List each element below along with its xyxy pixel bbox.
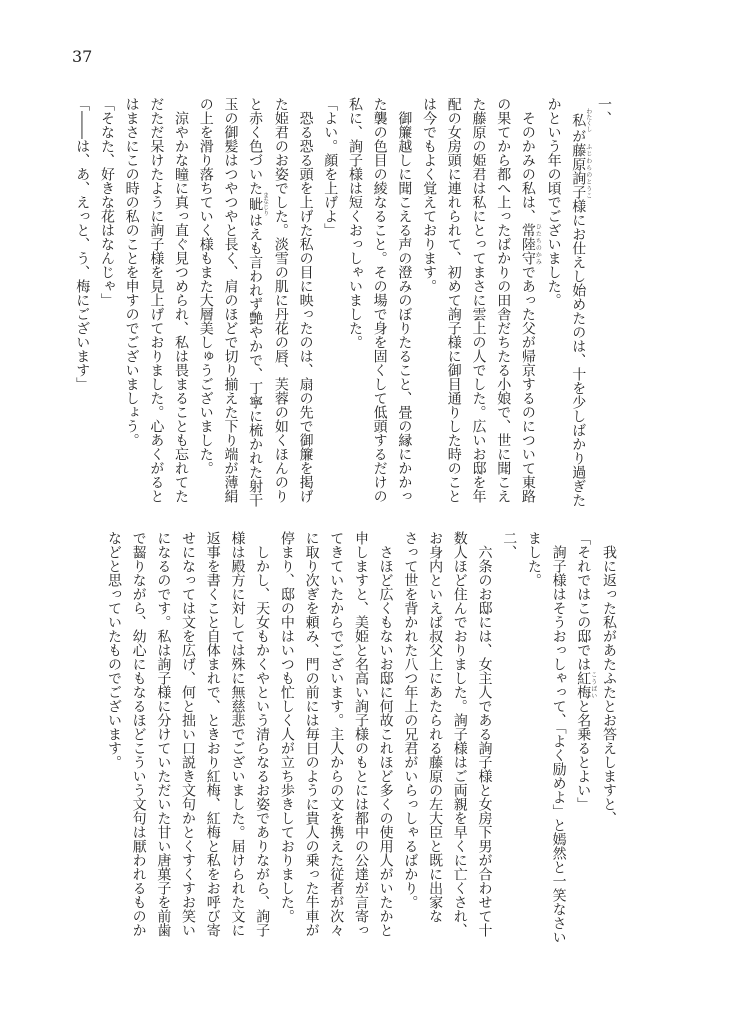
text-run: 返事を書くこと自体まれで、ときおり紅梅、紅梅と私をお呼び寄 [204, 531, 221, 937]
text-run: てきていたからでございます。主人からの文を携えた従者が次々 [328, 531, 345, 937]
text-line [441, 97, 466, 509]
text-run: 様にお仕えし始めたのは、十を少しばかり過ぎた [570, 199, 587, 507]
text-run: 停まり、邸の中はいつも忙しく人が立ち歩きしておりました。 [278, 531, 295, 923]
text-run: かという年の頃でございました。 [545, 97, 562, 307]
text-line [392, 97, 417, 509]
text-line [591, 97, 616, 509]
text-line [293, 97, 318, 509]
text-run: 六条のお邸には、女主人である詢子様と女房下男が合わせて十 [476, 531, 493, 937]
text-line [596, 531, 621, 943]
furigana: こうばい [589, 671, 597, 699]
text-run: 「それではこの邸では [575, 531, 592, 671]
text-line [94, 97, 119, 509]
text-line [218, 97, 243, 509]
text-line [101, 531, 126, 943]
text-line [521, 531, 546, 943]
ruby-base: 眦 [247, 192, 264, 216]
text-run: さって世を背かれた八つ年上の兄君がいらっしゃるばかり。 [402, 531, 419, 909]
text-line [490, 97, 515, 509]
text-line [566, 97, 592, 509]
section-two-text [101, 531, 621, 943]
furigana: ひたちのかみ [534, 223, 542, 265]
text-line [126, 531, 151, 943]
text-run: に取り次ぎを頼み、門の前には毎日のように貴人の乗った牛車が [303, 531, 320, 937]
text-run: 一、 [596, 97, 612, 125]
text-line [318, 97, 343, 509]
text-line [472, 531, 497, 943]
text-run: た藤原の姫君は私にとってまさに雲上の人でした。広いお邸を年 [470, 97, 487, 503]
text-line [268, 97, 293, 509]
text-run: 御簾越しに聞こえる声の澄みのぼりたること、畳の縁にかかっ [396, 97, 413, 503]
text-line [515, 97, 541, 509]
text-run: 詢子様はそうおっしゃって、「よく励めよ」と嫣然と一笑なさい [550, 531, 567, 944]
text-run: 配の女房頭に連れられて、初めて詢子様に御目通りした時のこと [445, 97, 462, 503]
text-run: お身内といえば叔父上にあたられる藤原の左大臣と既に出家な [427, 531, 444, 923]
text-run: 私に、詢子様は短くおっしゃいました。 [346, 97, 363, 349]
text-line [249, 531, 274, 943]
ruby-annotated-word [519, 223, 542, 265]
text-run: 様は殿方に対しては殊に無慈悲でございました。届けられた文に [229, 531, 246, 937]
furigana: まなじり [261, 192, 269, 216]
text-run: はえも言われず艶やかで、丁寧に梳かれた射干 [247, 213, 264, 507]
text-line [242, 97, 268, 509]
text-line [342, 97, 367, 509]
text-line [541, 97, 566, 509]
text-run: 「――は、あ、えっと、う、梅にございます」 [74, 97, 91, 391]
text-run: 「よい。顔を上げよ」 [322, 97, 339, 237]
text-line [422, 531, 447, 943]
text-line [571, 531, 597, 943]
text-run: 恐る恐る頭を上げた私の目に映ったのは、扇の先で御簾を掲げ [297, 97, 314, 503]
text-run: で齧りながら、幼心にもなるほどこういう文句は厭われるものか [130, 531, 147, 937]
text-run: などと思っていたものでございます。 [105, 531, 122, 769]
text-run: と名乗るとよい」 [575, 699, 592, 811]
text-run: た襲の色目の綾なること。その場で身を固くして低頭するだけの [371, 97, 388, 503]
text-line [225, 531, 250, 943]
text-run: は今でもよく覚えております。 [421, 97, 438, 293]
ruby-base: 私 [570, 108, 587, 132]
text-line [168, 97, 193, 509]
section-one-text [70, 97, 616, 509]
text-run: 玉の御髪はつやつやと長く、肩のほどで切り揃えた下り端が薄絹 [222, 97, 239, 503]
ruby-base: 藤原詢子 [570, 143, 587, 199]
text-run: 数人ほど住んでおりました。詢子様はご両親を早くに亡くされ、 [451, 531, 468, 937]
ruby-annotated-word [575, 671, 597, 699]
text-run: 二、 [501, 531, 518, 559]
text-run: 「そなた、好きな花はなんじゃ」 [98, 97, 115, 307]
text-run: の上を滑り落ちていく様もまた大層美しゅうございました。 [197, 97, 214, 475]
ruby-annotated-word [247, 192, 269, 216]
text-line [373, 531, 398, 943]
text-run: であった父が帰京するのについて東路 [519, 265, 536, 503]
text-line [496, 531, 521, 943]
text-line [144, 97, 169, 509]
text-run: さほど広くもないお邸に何故これほど多くの使用人がいたかと [377, 531, 394, 937]
text-line [416, 97, 441, 509]
text-line [348, 531, 373, 943]
text-run: せになっては文を広げ、何と拙い口説き文句かとくすくすお笑い [180, 531, 197, 937]
page-number: 37 [72, 47, 93, 66]
text-run: そのかみの私は、 [519, 97, 536, 223]
text-line [175, 531, 200, 943]
text-run: の果てから都へ上ったばかりの田舎だちたる小娘で、世に聞こえ [495, 97, 512, 503]
furigana: わたくし [584, 108, 592, 132]
text-line [119, 97, 144, 509]
ruby-base: 常陸守 [519, 223, 536, 265]
text-run: た姫君のお姿でした。淡雪の肌に丹花の唇、芙蓉の如くほんのり [272, 97, 289, 503]
text-line [193, 97, 218, 509]
text-run: だただ呆けたように詢子様を見上げておりました。心あくがると [148, 97, 165, 503]
text-run: になるのです。私は詢子様に分けていただいた甘い唐菓子を前歯 [155, 531, 172, 937]
text-run: はまさにこの時の私のことを申すのでございましょう。 [123, 97, 140, 447]
text-line [546, 531, 571, 943]
text-line [70, 97, 95, 509]
text-run: 我に返った私があたふたとお答えしますと、 [601, 531, 617, 825]
text-line [299, 531, 324, 943]
text-line [274, 531, 299, 943]
text-run: と赤く色づいた [247, 97, 264, 195]
ruby-annotated-word [570, 143, 592, 199]
text-line [151, 531, 176, 943]
ruby-base: 紅梅 [575, 671, 592, 699]
text-run: 申しますと、美姫と名高い詢子様のもとには都中の公達が言寄っ [352, 531, 369, 937]
ruby-annotated-word [570, 108, 592, 132]
text-run: しかし、天女もかくやという清らなるお姿でありながら、詢子 [254, 531, 271, 937]
furigana: ふじわらのとうこ [584, 143, 592, 199]
text-run: ました。 [525, 531, 542, 587]
text-line [200, 531, 225, 943]
text-line [367, 97, 392, 509]
text-line [447, 531, 472, 943]
text-line [398, 531, 423, 943]
text-line [324, 531, 349, 943]
text-run: が [570, 129, 587, 143]
text-line [466, 97, 491, 509]
text-run: 涼やかな瞳に真っ直ぐ見つめられ、私は畏まることも忘れてた [173, 97, 190, 503]
